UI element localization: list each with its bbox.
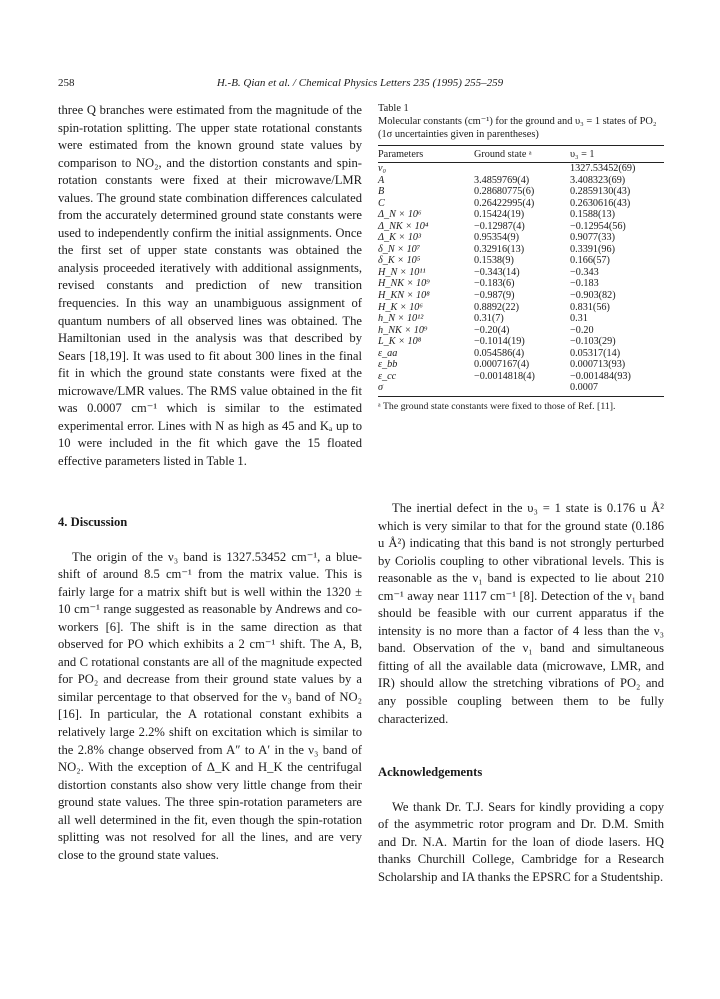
body-paragraph: The inertial defect in the υ₃ = 1 state is 0.176 u Å² which is very similar to that for the ground state (0.186 u Å²) indicating that this band is not strongly perturbed by Coriolis coupling to other vibrational levels. This is reasonable as the ν₁ band is expected to lie about 210 cm⁻¹ away near 1117 cm⁻¹ [8]. Detection of the ν₁ band should be feasible with our current apparatus if the intensity is no more than a factor of 4 less than the ν₃ band. Observation of the ν₁ band and simultaneous fitting of all the available data (microwave, LMR, and IR) should allow the stretching vibrations of PO₂ and any possible coupling between them to be fully characterized.: [378, 501, 664, 726]
body-paragraph: The origin of the ν₃ band is 1327.53452 cm⁻¹, a blue-shift of around 8.5 cm⁻¹ from the matrix value. This is fairly large for a matrix shift but is well within the 1320 ± 10 cm⁻¹ range suggested as reasonable by Andrews and co-workers [6]. The shift is in the same direction as that observed for PO which exhibits a 2 cm⁻¹ shift. The A, B, and C rotational constants are all of the magnitude expected for PO₂ and decrease from their ground state values by a similar percentage to that observed for the ν₃ band of NO₂ [16]. In particular, the A rotational constant exhibits a relatively large 2.2% shift on excitation which is similar to the 2.8% change observed from A″ to A′ in the ν₃ band of NO₂. With the exception of Δ_K and H_K the centrifugal distortion constants also show very little change from their ground state values. The three spin-rotation parameters are all well determined in the fit, even though the spin-rotation splitting was not resolved for all the lines, and are very close to the ground state values.: [58, 549, 362, 862]
table-cell: ε_cc: [378, 370, 397, 382]
table-cell: 0.9077(33): [570, 232, 615, 244]
table-cell: 0.166(57): [570, 255, 610, 267]
table-footnote: ᵃ The ground state constants were fixed to those of Ref. [11].: [378, 400, 616, 412]
table-row: [378, 290, 664, 302]
table-cell: 0.3391(96): [570, 243, 615, 255]
section-heading: 4. Discussion: [58, 515, 128, 529]
table-row: [378, 278, 664, 290]
table-cell: 0.28680775(6): [474, 186, 535, 198]
table-cell: ε_aa: [378, 347, 398, 359]
table-cell: 0.26422995(4): [474, 197, 535, 209]
table-cell: −0.12987(4): [474, 220, 525, 232]
table-cell: [460, 382, 570, 396]
table-cell: −0.12954(56): [570, 220, 626, 232]
table-cell: −0.103(29): [570, 336, 616, 348]
body-paragraph: three Q branches were estimated from the magnitude of the spin-rotation splitting. The upper state rotational constants were estimated from the known ground state values by comparison to NO₂, and the distortion constants and spin-rotation constants were fixed at their microwave/LMR values. The ground state combination differences calculated from the accurately determined ground state constants were used to independently confirm the initial assignments. Once the first set of upper state constants was obtained the analysis proceeded iteratively with additional assignments, revised constants and prediction of new transition frequencies. In this way an unambiguous assignment of quantum numbers of all observed lines was obtained. The Hamiltonian used in the analysis was that described by Sears [18,19]. It was used to fit about 300 lines in the final fit in which the ground state constants were fixed at the microwave/LMR values. The RMS value obtained in the fit was 0.0007 cm⁻¹ which is similar to the estimated experimental error. Lines with N as high as 45 and Kₐ up to 10 were included in the fit which gave the 15 floated effective parameters listed in Table 1.: [58, 103, 362, 468]
table-cell: −0.183: [570, 278, 599, 290]
section-heading: Acknowledgements: [378, 765, 483, 780]
table-row: [378, 267, 664, 279]
discussion-section: [58, 514, 362, 864]
table-cell: −0.20(4): [474, 324, 510, 336]
table-cell: H_NK × 10⁹: [378, 278, 430, 290]
table-row: [378, 175, 664, 187]
table-cell: −0.183(6): [474, 278, 515, 290]
table-row: [378, 382, 664, 396]
table-cell: 3.4859769(4): [474, 174, 530, 186]
table-row: [378, 348, 664, 360]
table-cell: 0.831(56): [570, 301, 610, 313]
table-row: [378, 313, 664, 325]
table-cell: 0.31: [570, 313, 588, 325]
table-cell: −0.343(14): [474, 266, 520, 278]
table-cell: 0.95354(9): [474, 232, 519, 244]
body-paragraph: We thank Dr. T.J. Sears for kindly providing a copy of the asymmetric rotor program and Dr. D.M. Smith and Dr. N.A. Martin for the loan of diode lasers. HQ thanks Churchill College, Cambridge for a Research Scholarship and IA thanks the EPSRC for a Studentship.: [378, 799, 664, 884]
page-number: 258: [58, 77, 75, 89]
table-row: [378, 198, 664, 210]
table-label: Table 1: [378, 103, 409, 114]
table-cell: 0.2859130(43): [570, 186, 631, 198]
table-row: [378, 359, 664, 371]
table-1: [378, 102, 664, 413]
table-cell: H_K × 10⁶: [378, 301, 423, 313]
table-cell: Δ_NK × 10⁴: [378, 220, 429, 232]
running-head: H.-B. Qian et al. / Chemical Physics Letters 235 (1995) 255–259: [216, 77, 504, 89]
table-cell: −0.20: [570, 324, 594, 336]
table-row: [378, 371, 664, 383]
table-row: [378, 221, 664, 233]
table-cell: −0.343: [570, 266, 599, 278]
table-row: [378, 336, 664, 348]
table-row: [378, 325, 664, 337]
table-cell: −0.903(82): [570, 290, 616, 302]
table-cell: [460, 163, 570, 175]
table-cell: H_KN × 10⁸: [378, 290, 430, 302]
table-cell: 3.408323(69): [570, 174, 626, 186]
table-row: [378, 302, 664, 314]
table-cell: 0.32916(13): [474, 243, 525, 255]
table-cell: δ_N × 10⁷: [378, 243, 421, 255]
table-header: Ground state ᵃ: [460, 146, 570, 163]
table-cell: h_N × 10¹²: [378, 313, 424, 325]
table-cell: h_NK × 10⁹: [378, 324, 428, 336]
table-row: [378, 186, 664, 198]
table-cell: 0.000713(93): [570, 359, 626, 371]
table-row: [378, 244, 664, 256]
table-cell: Δ_K × 10³: [378, 232, 422, 244]
table-cell: 1327.53452(69): [570, 163, 636, 174]
table-cell: A: [378, 174, 385, 186]
table-cell: 0.0007167(4): [474, 359, 530, 371]
table-row: [378, 232, 664, 244]
table-caption: Molecular constants (cm⁻¹) for the ground and υ₃ = 1 states of PO₂ (1σ uncertainties given in parentheses): [378, 116, 657, 140]
constants-table: [378, 145, 664, 397]
table-cell: ε_bb: [378, 359, 398, 371]
table-cell: 0.15424(19): [474, 209, 525, 221]
table-row: [378, 209, 664, 221]
table-cell: 0.0007: [570, 382, 664, 396]
table-cell: −0.987(9): [474, 290, 515, 302]
table-cell: 0.1588(13): [570, 209, 615, 221]
table-cell: σ: [378, 382, 460, 396]
table-row: [378, 163, 664, 175]
table-cell: 0.05317(14): [570, 347, 621, 359]
table-cell: Δ_N × 10⁶: [378, 209, 422, 221]
table-cell: ν₀: [378, 163, 387, 174]
table-cell: −0.001484(93): [570, 370, 631, 382]
table-cell: H_N × 10¹¹: [378, 266, 426, 278]
table-header-row: [378, 146, 664, 163]
left-column-top: [58, 102, 362, 470]
table-cell: −0.0014818(4): [474, 370, 535, 382]
table-header: Parameters: [378, 146, 460, 163]
table-cell: 0.1538(9): [474, 255, 514, 267]
table-cell: 0.054586(4): [474, 347, 525, 359]
table-header: υ₃ = 1: [570, 146, 664, 163]
table-cell: 0.31(7): [474, 313, 504, 325]
table-cell: 0.8892(22): [474, 301, 519, 313]
table-cell: B: [378, 186, 385, 198]
table-cell: δ_K × 10⁵: [378, 255, 421, 267]
table-cell: −0.1014(19): [474, 336, 525, 348]
right-column-bottom: [378, 500, 664, 886]
table-cell: C: [378, 197, 385, 209]
table-cell: 0.2630616(43): [570, 197, 631, 209]
table-row: [378, 255, 664, 267]
table-cell: L_K × 10⁸: [378, 336, 422, 348]
